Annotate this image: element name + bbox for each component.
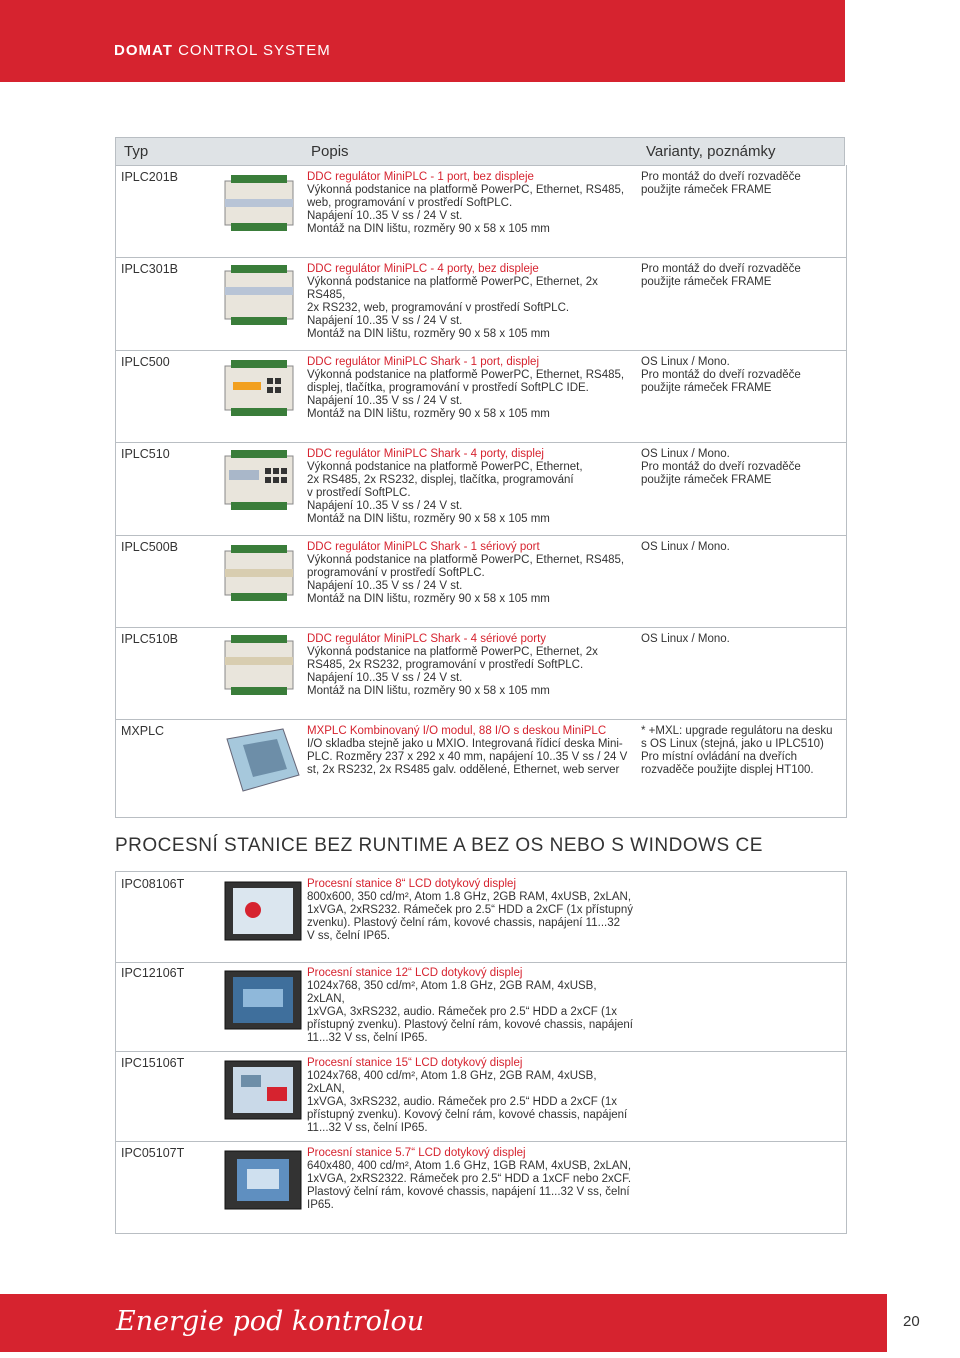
col-type: Typ	[124, 143, 149, 160]
row-type: IPLC510	[121, 447, 170, 461]
section-title: PROCESNÍ STANICE BEZ RUNTIME A BEZ OS NEBO S WINDOWS CE	[115, 835, 763, 856]
table-row	[115, 257, 847, 351]
variant-line: použijte rámeček FRAME	[641, 382, 772, 394]
desc-line: Montáž na DIN lištu, rozměry 90 x 58 x 105 mm	[307, 328, 550, 340]
controller-image	[223, 171, 295, 233]
col-variants: Varianty, poznámky	[646, 143, 776, 160]
desc-line: RS485, 2x RS232, programování v prostředí SoftPLC.	[307, 659, 584, 671]
page-number-box	[887, 1294, 960, 1352]
desc-line: 11...32 V ss, čelní IP65.	[307, 1032, 428, 1044]
desc-line: Výkonná podstanice na platformě PowerPC, Ethernet, 2x	[307, 646, 598, 658]
desc-line: 1xVGA, 2xRS2322. Rámeček pro 2.5“ HDD a 1xCF nebo 2xCF.	[307, 1173, 632, 1185]
variant-line: OS Linux / Mono.	[641, 633, 730, 645]
row-title: MXPLC Kombinovaný I/O modul, 88 I/O s deskou MiniPLC	[307, 725, 607, 737]
row-desc	[307, 1147, 634, 1212]
variant-line: použijte rámeček FRAME	[641, 184, 772, 196]
row-type: IPC08106T	[121, 877, 185, 891]
row-variants	[641, 448, 841, 487]
controller-image	[223, 263, 295, 325]
desc-line: Výkonná podstanice na platformě PowerPC, Ethernet,	[307, 461, 583, 473]
row-desc	[307, 967, 634, 1045]
row-type: IPC15106T	[121, 1056, 185, 1070]
variant-line: * +MXL: upgrade regulátoru na desku	[641, 725, 833, 737]
row-title: DDC regulátor MiniPLC Shark - 1 sériový port	[307, 541, 540, 553]
desc-line: Montáž na DIN lištu, rozměry 90 x 58 x 105 mm	[307, 408, 550, 420]
brand-title	[114, 42, 331, 59]
row-variants	[641, 541, 841, 554]
row-title: DDC regulátor MiniPLC - 1 port, bez displeje	[307, 171, 534, 183]
col-desc: Popis	[311, 143, 349, 160]
row-desc	[307, 541, 634, 606]
row-title: Procesní stanice 5.7“ LCD dotykový displej	[307, 1147, 526, 1159]
desc-line: V ss, čelní IP65.	[307, 930, 391, 942]
table-row	[115, 961, 847, 1052]
controller-image	[223, 448, 295, 510]
desc-line: web, programování v prostředí SoftPLC.	[307, 197, 513, 209]
variant-line: použijte rámeček FRAME	[641, 276, 772, 288]
desc-line: Napájení 10..35 V ss / 24 V st.	[307, 580, 463, 592]
table-row	[115, 871, 847, 963]
desc-line: 1024x768, 400 cd/m², Atom 1.8 GHz, 2GB RAM, 4xUSB, 2xLAN,	[307, 1070, 597, 1095]
row-desc	[307, 725, 634, 777]
desc-line: 1024x768, 350 cd/m², Atom 1.8 GHz, 2GB RAM, 4xUSB, 2xLAN,	[307, 980, 597, 1005]
desc-line: Výkonná podstanice na platformě PowerPC, Ethernet, 2x RS485,	[307, 276, 598, 301]
page-header	[0, 0, 845, 82]
table-row	[115, 1141, 847, 1234]
desc-line: 11...32 V ss, čelní IP65.	[307, 1122, 428, 1134]
desc-line: Napájení 10..35 V ss / 24 V st.	[307, 672, 463, 684]
variant-line: Pro místní ovládání na dveřích	[641, 751, 797, 763]
table-row	[115, 442, 847, 536]
row-type: IPLC510B	[121, 632, 178, 646]
variant-line: rozvaděče použijte displej HT100.	[641, 764, 814, 776]
desc-line: Plastový čelní rám, kovové chassis, napájení 11...32 V ss, čelní	[307, 1186, 630, 1198]
variant-line: s OS Linux (stejná, jako u IPLC510)	[641, 738, 824, 750]
variant-line: OS Linux / Mono.	[641, 448, 730, 460]
controller-image	[223, 633, 295, 695]
table-row	[115, 719, 847, 818]
variant-line: Pro montáž do dveří rozvaděče	[641, 263, 801, 275]
row-type: IPC12106T	[121, 966, 185, 980]
row-title: Procesní stanice 8“ LCD dotykový displej	[307, 878, 517, 890]
row-variants	[641, 725, 841, 777]
brand-bold: DOMAT	[114, 42, 173, 59]
variant-line: Pro montáž do dveří rozvaděče	[641, 171, 801, 183]
panel-pc-image	[223, 967, 305, 1033]
desc-line: Montáž na DIN lištu, rozměry 90 x 58 x 105 mm	[307, 513, 550, 525]
desc-line: 1xVGA, 3xRS232, audio. Rámeček pro 2.5“ HDD a 2xCF (1x	[307, 1096, 617, 1108]
table-row	[115, 1051, 847, 1142]
desc-line: přístupný zvenku). Kovový čelní rám, kovové chassis, napájení	[307, 1109, 628, 1121]
desc-line: Napájení 10..35 V ss / 24 V st.	[307, 395, 463, 407]
desc-line: Napájení 10..35 V ss / 24 V st.	[307, 210, 463, 222]
row-title: Procesní stanice 12“ LCD dotykový displej	[307, 967, 523, 979]
row-title: DDC regulátor MiniPLC Shark - 4 sériové porty	[307, 633, 547, 645]
desc-line: 2x RS232, web, programování v prostředí SoftPLC.	[307, 302, 570, 314]
brand-rest: CONTROL SYSTEM	[178, 42, 331, 59]
desc-line: Napájení 10..35 V ss / 24 V st.	[307, 315, 463, 327]
row-title: DDC regulátor MiniPLC Shark - 1 port, displej	[307, 356, 540, 368]
table-row	[115, 350, 847, 443]
desc-line: I/O skladba stejně jako u MXIO. Integrovaná řídicí deska Mini-	[307, 738, 623, 750]
page-footer	[0, 1294, 960, 1352]
row-desc	[307, 263, 634, 341]
desc-line: 640x480, 400 cd/m², Atom 1.6 GHz, 1GB RAM, 4xUSB, 2xLAN,	[307, 1160, 632, 1172]
row-type: IPLC301B	[121, 262, 178, 276]
desc-line: st, 2x RS232, 2x RS485 galv. oddělené, Ethernet, web server	[307, 764, 620, 776]
row-desc	[307, 448, 634, 526]
panel-pc-image	[223, 878, 305, 944]
footer-slogan: Energie pod kontrolou	[116, 1306, 425, 1337]
desc-line: Výkonná podstanice na platformě PowerPC, Ethernet, RS485,	[307, 554, 625, 566]
desc-line: 2x RS485, 2x RS232, displej, tlačítka, programování	[307, 474, 574, 486]
variant-line: OS Linux / Mono.	[641, 541, 730, 553]
desc-line: 1xVGA, 2xRS232. Rámeček pro 2.5“ HDD a 2xCF (1x přístupný	[307, 904, 633, 916]
variant-line: Pro montáž do dveří rozvaděče	[641, 369, 801, 381]
row-title: DDC regulátor MiniPLC - 4 porty, bez displeje	[307, 263, 539, 275]
controller-image	[223, 356, 295, 418]
io-module-image	[223, 725, 301, 795]
product-table	[115, 137, 845, 166]
row-type: IPLC201B	[121, 170, 178, 184]
desc-line: přístupný zvenku). Plastový čelní rám, kovové chassis, napájení	[307, 1019, 633, 1031]
controller-image	[223, 541, 295, 603]
row-desc	[307, 356, 634, 421]
variant-line: Pro montáž do dveří rozvaděče	[641, 461, 801, 473]
table-row	[115, 535, 847, 628]
desc-line: Montáž na DIN lištu, rozměry 90 x 58 x 105 mm	[307, 223, 550, 235]
table-row	[115, 627, 847, 720]
desc-line: PLC. Rozměry 237 x 292 x 40 mm, napájení 10..35 V ss / 24 V	[307, 751, 628, 763]
desc-line: zvenku). Plastový čelní rám, kovové chassis, napájení 11...32	[307, 917, 620, 929]
variant-line: OS Linux / Mono.	[641, 356, 730, 368]
row-desc	[307, 171, 634, 236]
row-desc	[307, 1057, 634, 1135]
table-header	[115, 137, 845, 166]
desc-line: programování v prostředí SoftPLC.	[307, 567, 485, 579]
row-variants	[641, 633, 841, 646]
panel-pc-image	[223, 1147, 305, 1213]
row-type: IPLC500B	[121, 540, 178, 554]
row-desc	[307, 878, 634, 943]
row-variants	[641, 171, 841, 197]
desc-line: IP65.	[307, 1199, 334, 1211]
variant-line: použijte rámeček FRAME	[641, 474, 772, 486]
desc-line: Výkonná podstanice na platformě PowerPC, Ethernet, RS485,	[307, 369, 625, 381]
panel-pc-image	[223, 1057, 305, 1123]
desc-line: 800x600, 350 cd/m², Atom 1.8 GHz, 2GB RAM, 4xUSB, 2xLAN,	[307, 891, 632, 903]
table-row	[115, 165, 847, 258]
desc-line: Montáž na DIN lištu, rozměry 90 x 58 x 105 mm	[307, 685, 550, 697]
row-title: DDC regulátor MiniPLC Shark - 4 porty, displej	[307, 448, 544, 460]
desc-line: displej, tlačítka, programování v prostředí SoftPLC IDE.	[307, 382, 589, 394]
row-type: MXPLC	[121, 724, 165, 738]
row-type: IPLC500	[121, 355, 170, 369]
row-desc	[307, 633, 634, 698]
desc-line: Výkonná podstanice na platformě PowerPC, Ethernet, RS485,	[307, 184, 625, 196]
row-variants	[641, 263, 841, 289]
desc-line: v prostředí SoftPLC.	[307, 487, 411, 499]
desc-line: Montáž na DIN lištu, rozměry 90 x 58 x 105 mm	[307, 593, 550, 605]
desc-line: Napájení 10..35 V ss / 24 V st.	[307, 500, 463, 512]
row-title: Procesní stanice 15“ LCD dotykový displej	[307, 1057, 523, 1069]
row-type: IPC05107T	[121, 1146, 185, 1160]
row-variants	[641, 356, 841, 395]
desc-line: 1xVGA, 3xRS232, audio. Rámeček pro 2.5“ HDD a 2xCF (1x	[307, 1006, 617, 1018]
page-number: 20	[903, 1313, 920, 1330]
